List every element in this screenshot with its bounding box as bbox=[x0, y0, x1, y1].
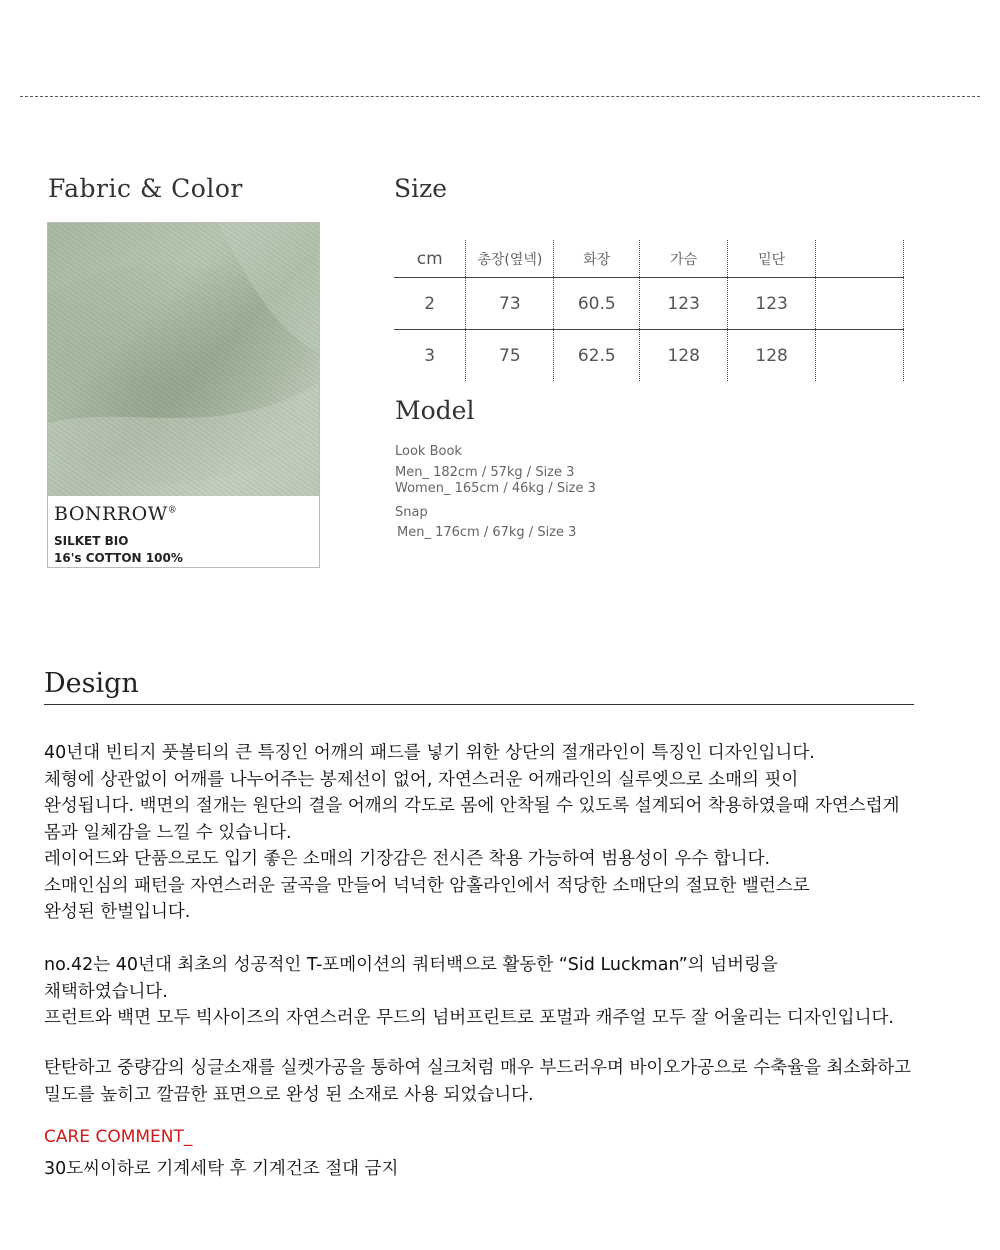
header-empty bbox=[816, 240, 904, 278]
design-paragraph-2 bbox=[44, 952, 894, 1032]
design-divider bbox=[44, 704, 914, 705]
paragraph-line: no.42는 40년대 최초의 성공적인 T-포메이션의 쿼터백으로 활동한 “Sid Luckman”의 넘버링을 bbox=[44, 955, 778, 975]
snap-men: Men_ 176cm / 67kg / Size 3 bbox=[397, 525, 577, 540]
paragraph-line: 몸과 일체감을 느낄 수 있습니다. bbox=[44, 822, 292, 843]
lookbook-men: Men_ 182cm / 57kg / Size 3 bbox=[395, 465, 575, 480]
table-row bbox=[394, 330, 904, 382]
header-unit: cm bbox=[394, 240, 466, 278]
dashed-divider bbox=[20, 96, 980, 97]
size-table bbox=[394, 240, 904, 381]
table-cell: 73 bbox=[466, 278, 554, 330]
care-comment-heading: CARE COMMENT_ bbox=[44, 1127, 193, 1147]
fabric-name: SILKET BIO bbox=[54, 534, 129, 548]
paragraph-line: 프런트와 백면 모두 빅사이즈의 자연스러운 무드의 넘버프린트로 포멀과 캐주얼 모두 잘 어울리는 디자인입니다. bbox=[44, 1008, 894, 1028]
fabric-color-heading: Fabric & Color bbox=[48, 174, 243, 203]
brand-logo: BONRROW® bbox=[54, 503, 178, 525]
header-sleeve: 화장 bbox=[554, 240, 640, 278]
design-paragraph-1 bbox=[44, 740, 900, 926]
size-heading: Size bbox=[394, 174, 448, 203]
size-label: 2 bbox=[394, 278, 466, 330]
design-heading: Design bbox=[44, 668, 139, 699]
paragraph-line: 완성됩니다. 백면의 절개는 원단의 결을 어깨의 각도로 몸에 안착될 수 있도록 설계되어 착용하였을때 자연스럽게 bbox=[44, 796, 900, 816]
paragraph-line: 밀도를 높히고 깔끔한 표면으로 완성 된 소재로 사용 되었습니다. bbox=[44, 1084, 534, 1105]
lookbook-label: Look Book bbox=[395, 444, 462, 459]
paragraph-line: 소매인심의 패턴을 자연스러운 굴곡을 만들어 넉넉한 암홀라인에서 적당한 소매단의 절묘한 밸런스로 bbox=[44, 875, 810, 896]
table-cell bbox=[816, 278, 904, 330]
paragraph-line: 40년대 빈티지 풋볼티의 큰 특징인 어깨의 패드를 넣기 위한 상단의 절개라인이 특징인 디자인입니다. bbox=[44, 743, 815, 763]
fabric-swatch-card bbox=[47, 222, 320, 568]
paragraph-line: 체형에 상관없이 어깨를 나누어주는 봉제선이 없어, 자연스러운 어깨라인의 실루엣으로 소매의 핏이 bbox=[44, 769, 799, 790]
table-row bbox=[394, 278, 904, 330]
header-chest: 가슴 bbox=[640, 240, 728, 278]
table-cell: 128 bbox=[728, 330, 816, 382]
size-label: 3 bbox=[394, 330, 466, 382]
snap-label: Snap bbox=[395, 505, 428, 520]
table-cell bbox=[816, 330, 904, 382]
header-hem: 밑단 bbox=[728, 240, 816, 278]
table-cell: 123 bbox=[728, 278, 816, 330]
lookbook-women: Women_ 165cm / 46kg / Size 3 bbox=[395, 481, 596, 496]
table-cell: 62.5 bbox=[554, 330, 640, 382]
table-cell: 75 bbox=[466, 330, 554, 382]
paragraph-line: 탄탄하고 중량감의 싱글소재를 실켓가공을 통하여 실크처럼 매우 부드러우며 바이오가공으로 수축율을 최소화하고 bbox=[44, 1058, 912, 1078]
size-table-header bbox=[394, 240, 904, 278]
care-comment-text: 30도씨이하로 기계세탁 후 기계건조 절대 금지 bbox=[44, 1159, 399, 1179]
table-cell: 123 bbox=[640, 278, 728, 330]
paragraph-line: 완성된 한벌입니다. bbox=[44, 902, 191, 922]
table-cell: 128 bbox=[640, 330, 728, 382]
fabric-swatch-image bbox=[48, 223, 319, 496]
paragraph-line: 채택하였습니다. bbox=[44, 981, 168, 1002]
header-total-length: 총장(옆넥) bbox=[466, 240, 554, 278]
paragraph-line: 레이어드와 단품으로도 입기 좋은 소매의 기장감은 전시즌 착용 가능하여 범용성이 우수 합니다. bbox=[44, 849, 771, 869]
model-heading: Model bbox=[395, 396, 475, 425]
table-cell: 60.5 bbox=[554, 278, 640, 330]
fabric-composition: 16's COTTON 100% bbox=[54, 551, 183, 565]
design-paragraph-3 bbox=[44, 1055, 911, 1108]
